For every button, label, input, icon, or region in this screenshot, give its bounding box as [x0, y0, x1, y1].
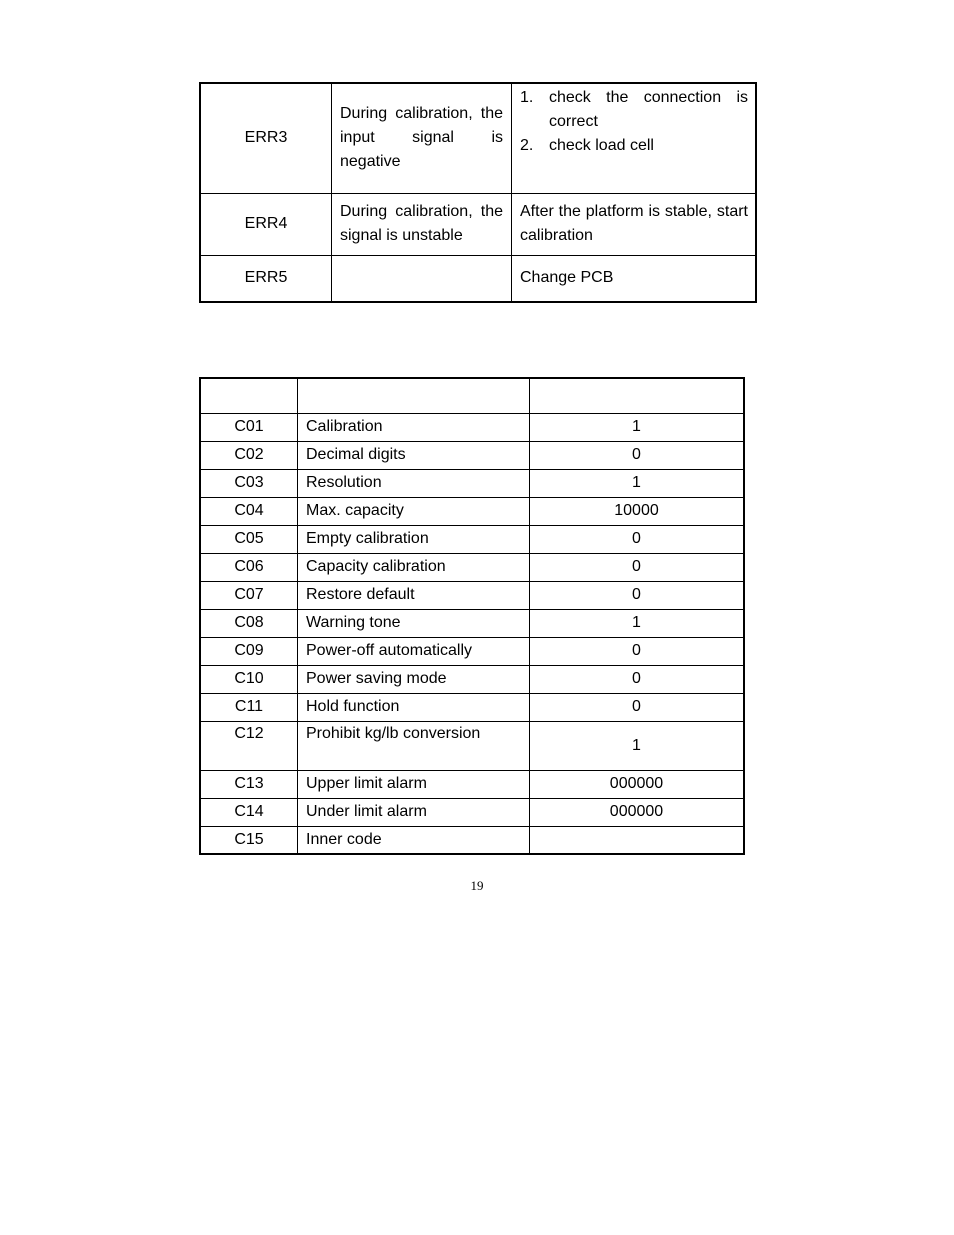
table-row [200, 83, 756, 193]
param-name: Warning tone [298, 609, 530, 637]
param-code: C14 [200, 798, 298, 826]
param-value: 000000 [530, 770, 745, 798]
param-name: Hold function [298, 693, 530, 721]
header-cell [200, 378, 298, 413]
param-name: Empty calibration [298, 525, 530, 553]
param-value: 0 [530, 581, 745, 609]
param-name: Under limit alarm [298, 798, 530, 826]
param-name: Restore default [298, 581, 530, 609]
param-code: C07 [200, 581, 298, 609]
table-row [200, 441, 744, 469]
list-item: 1. check the connection is correct [520, 89, 748, 130]
table-row [200, 693, 744, 721]
param-code: C04 [200, 497, 298, 525]
error-code-table [199, 82, 757, 303]
param-code: C10 [200, 665, 298, 693]
table-row [200, 609, 744, 637]
param-code: C09 [200, 637, 298, 665]
param-name: Power saving mode [298, 665, 530, 693]
param-value: 0 [530, 665, 745, 693]
error-code: ERR3 [200, 83, 332, 193]
error-solution [512, 83, 757, 193]
param-value [530, 826, 745, 854]
error-solution: After the platform is stable, start calibration [512, 193, 757, 255]
table-row [200, 469, 744, 497]
param-code: C02 [200, 441, 298, 469]
error-cause: During calibration, the signal is unstable [332, 193, 512, 255]
param-code: C03 [200, 469, 298, 497]
header-cell [298, 378, 530, 413]
header-cell [530, 378, 745, 413]
param-code: C15 [200, 826, 298, 854]
param-value: 1 [530, 469, 745, 497]
table-row [200, 665, 744, 693]
table-row [200, 193, 756, 255]
error-code: ERR5 [200, 255, 332, 302]
param-name: Decimal digits [298, 441, 530, 469]
parameter-table [199, 377, 745, 855]
param-value: 1 [530, 413, 745, 441]
error-cause: During calibration, the input signal is negative [332, 83, 512, 193]
param-name: Prohibit kg/lb conversion [298, 721, 530, 770]
param-code: C01 [200, 413, 298, 441]
table-row [200, 770, 744, 798]
param-name: Upper limit alarm [298, 770, 530, 798]
param-value: 0 [530, 637, 745, 665]
param-name: Calibration [298, 413, 530, 441]
table-row [200, 413, 744, 441]
table-row [200, 553, 744, 581]
param-value: 0 [530, 441, 745, 469]
param-value: 0 [530, 525, 745, 553]
param-code: C11 [200, 693, 298, 721]
table-row [200, 637, 744, 665]
table-row [200, 581, 744, 609]
table-row [200, 826, 744, 854]
param-value: 000000 [530, 798, 745, 826]
param-code: C13 [200, 770, 298, 798]
list-item: 2. check load cell [520, 137, 654, 154]
error-solution: Change PCB [512, 255, 757, 302]
param-name: Max. capacity [298, 497, 530, 525]
param-code: C05 [200, 525, 298, 553]
param-value: 0 [530, 553, 745, 581]
solution-list [520, 86, 748, 158]
param-code: C12 [200, 721, 298, 770]
table-row [200, 255, 756, 302]
param-name: Capacity calibration [298, 553, 530, 581]
param-name: Power-off automatically [298, 637, 530, 665]
table-row [200, 798, 744, 826]
error-code: ERR4 [200, 193, 332, 255]
table-header-row [200, 378, 744, 413]
error-cause [332, 255, 512, 302]
param-name: Resolution [298, 469, 530, 497]
param-name: Inner code [298, 826, 530, 854]
param-value: 0 [530, 693, 745, 721]
table-row [200, 525, 744, 553]
param-code: C08 [200, 609, 298, 637]
param-value: 1 [530, 721, 745, 770]
param-value: 10000 [530, 497, 745, 525]
param-value: 1 [530, 609, 745, 637]
table-row [200, 497, 744, 525]
page-number: 19 [470, 878, 484, 893]
table-row [200, 721, 744, 770]
param-code: C06 [200, 553, 298, 581]
